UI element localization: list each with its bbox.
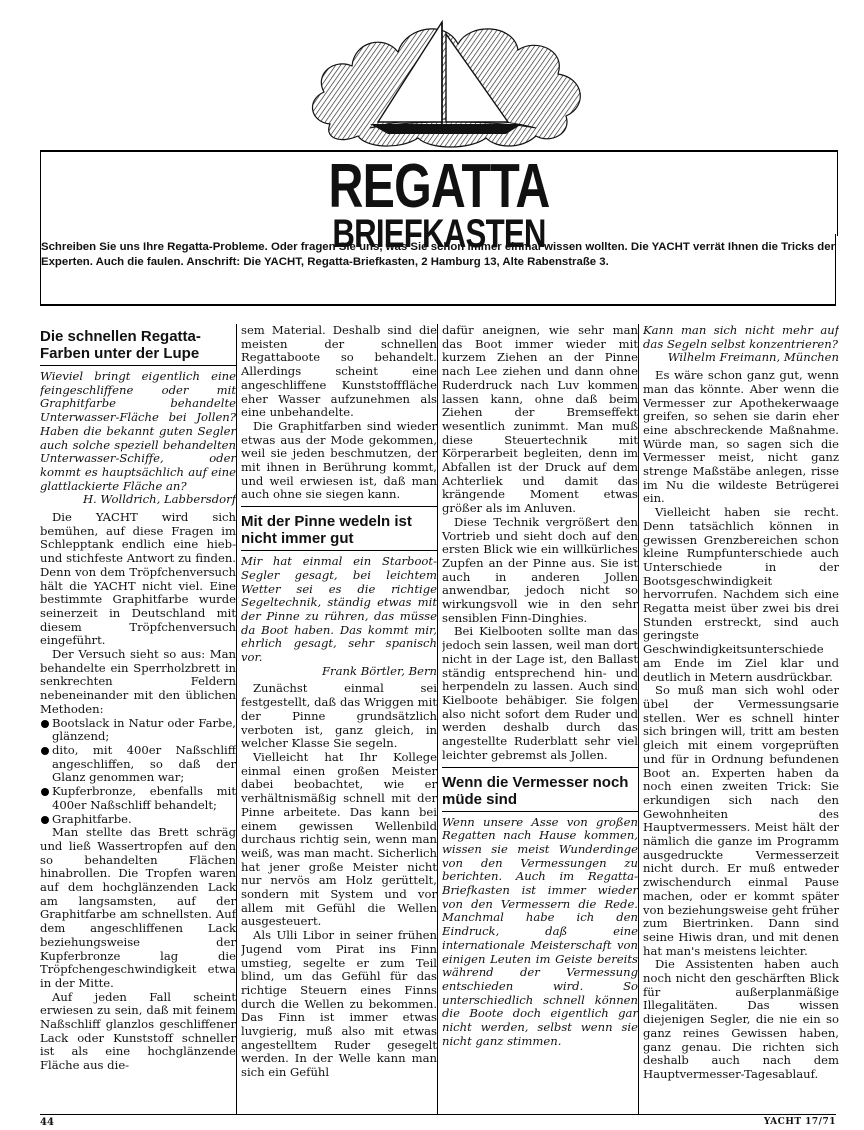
article3-paragraph: Die Assistenten haben auch noch nicht den geschärften Blick für außerplanmäßige Illegalitäten. Das wissen diejenigen Segler, die nie ein so ganz reines Gewissen haben, ganz genau. Die richten sich deshalb auch nach dem Hauptvermesser-Tagesablauf. xyxy=(643,957,839,1081)
article1-question: Wieviel bringt eigentlich eine feingeschliffene oder mit Graphitfarbe behandelte Unterwasser-Fläche bei Jollen? Haben die bekannt guten Segler auch solche speziell behandelten Unterwasser-Schiffe, oder kommt es hauptsächlich auf eine glattlackierte Fläche an? xyxy=(40,369,236,493)
article1-paragraph: sem Material. Deshalb sind die meisten der schnellen Regattaboote so behandelt. Allerdings scheint eine angeschliffene Kunststofffläche eher Wasser aufzunehmen als eine unbehandelte. xyxy=(241,324,437,420)
article2-question: Mir hat einmal ein Starboot-Segler gesagt, bei leichtem Wetter sei es die richtige Segeltechnik, ständig etwas mit der Pinne zu rühren, das müsse da Boot haben. Das kommt mir, ehrlich gesagt, sehr spanisch vor. xyxy=(241,554,437,665)
article1-bullet: Kupferbronze, ebenfalls mit 400er Naßschliff behandelt; xyxy=(40,785,236,812)
footer-rule xyxy=(40,1114,836,1115)
article2-paragraph: Bei Kielbooten sollte man das jedoch sein lassen, weil man dort nicht in der Lage ist, den Ballast ständig entsprechend hin- und herpendeln zu lassen. Auch sind Kielboote behäbiger. Sie folgen also nicht sofort dem Ruder und werden deshalb durch das angestellte Ruderblatt sehr viel leichter gebremst als Jollen. xyxy=(442,624,638,762)
article1-signature: H. Wolldrich, Labbersdorf xyxy=(82,492,236,507)
article1-paragraph: Auf jeden Fall scheint erwiesen zu sein, daß mit feinem Naßschliff glanzlos geschliffener Lack oder Kunststoff schneller ist als eine hochglänzende Fläche aus die- xyxy=(40,989,236,1073)
article2-paragraph: Diese Technik vergrößert den Vortrieb und sieht doch auf den ersten Blick wie ein willkürliches Zupfen an der Pinne aus. Sie ist auch in anderen Jollen anwendbar, jedoch nicht so wirkungsvoll wie in den sehr sensiblen Finn-Dinghies. xyxy=(442,514,638,625)
column-4 xyxy=(643,324,839,1104)
page-subtitle: BRIEFKASTEN xyxy=(332,212,546,256)
article3-question-end: Kann man sich nicht mehr auf das Segeln selbst konzentrieren? xyxy=(643,324,839,351)
article2-paragraph: Als Ulli Libor in seiner frühen Jugend vom Pirat ins Finn umstieg, segelte er zum Teil blind, um das Gefühl für das richtige Steuern eines Finns durch die Wellen zu bekommen. Das Finn ist immer etwas luvgierig, muß also mit etwas angestelltem Ruder gesegelt werden. In der Welle kann man sich ein Gefühl xyxy=(241,928,437,1080)
column-1 xyxy=(40,324,236,1104)
article1-paragraph: Die Graphitfarben sind wieder etwas aus der Mode gekommen, weil sie jeden beschmutzen, der mit ihnen in Berührung kommt, und weil erwiesen ist, daß man auch ohne sie siegen kann. xyxy=(241,418,437,502)
column-2 xyxy=(241,324,437,1104)
article3-headline: Wenn die Vermesser noch müde sind xyxy=(442,767,638,812)
column-divider xyxy=(638,324,639,1114)
page-title: REGATTA xyxy=(328,152,550,221)
column-3 xyxy=(442,324,638,1104)
article1-headline: Die schnellen Regatta-Farben unter der Lupe xyxy=(40,328,236,366)
page-number: 44 xyxy=(40,1117,54,1128)
article1-bullet: dito, mit 400er Naßschliff angeschliffen, so daß der Glanz genommen war; xyxy=(40,744,236,785)
article3-question: Wenn unsere Asse von großen Regatten nach Hause kommen, wissen sie meist Wunderdinge von den Vermessungen zu berichten. Auch im Regatta-Briefkasten ist immer wieder von den Vermessern die Rede. Manchmal habe ich den Eindruck, daß eine internationale Meisterschaft von einigen Leuten im Geiste bereits während der Vermessung entschieden wird. So unterschiedlich schnell können die Boote doch eigentlich gar nicht werden, selbst wenn sie nicht ganz stimmen. xyxy=(442,814,638,1048)
article2-paragraph: Vielleicht hat Ihr Kollege einmal einen großen Meister dabei beobachtet, wie er verhältnismäßig schnell mit der Pinne arbeitete. Das kann bei einem gewissen Wellenbild durchaus richtig sein, wenn man weiß, was man macht. Sicherlich hat jener große Meister nicht nur nervös am Holz gerüttelt, sondern mit System und vor allem mit Gefühl die Wellen ausgesteuert. xyxy=(241,749,437,929)
article2-paragraph: dafür aneignen, wie sehr man das Boot immer wieder mit kurzem Ziehen an der Pinne nach Lee ziehen und dann ohne Ruderdruck nach Luv kommen lassen kann, ohne daß beim Ziehen der Bremseffekt wesentlich zunimmt. Man muß diese Steuertechnik mit Körperarbeit begleiten, denn im Abfallen ist der Druck auf dem Achterliek und damit das krängende Moment etwas größer als im Anluven. xyxy=(442,324,638,516)
column-divider xyxy=(437,324,438,1114)
article1-paragraph: Der Versuch sieht so aus: Man behandelte ein Sperrholzbrett in senkrechten Feldern nebeneinander mit den üblichen Methoden: xyxy=(40,647,236,716)
article3-signature: Wilhelm Freimann, München xyxy=(667,350,839,365)
article1-bullet: Graphitfarbe. xyxy=(40,813,236,827)
sailboat-cloud-logo-icon xyxy=(300,4,590,152)
article2-headline: Mit der Pinne wedeln ist nicht immer gut xyxy=(241,506,437,551)
issue-label: YACHT 17/71 xyxy=(763,1117,836,1127)
article1-bullet: Bootslack in Natur oder Farbe, glänzend; xyxy=(40,717,236,744)
article3-paragraph: Vielleicht haben sie recht. Denn tatsächlich können in gewissen Grenzbereichen schon kleine Rumpfunterschiede auch Unterschiede in der Bootsgeschwindigkeit hervorrufen. Nachdem sich eine Regatta meist über zwei bis drei Stunden erstreckt, sind auch geringste Geschwindigkeitsunterschiede am Ende im Ziel klar und deutlich in Metern ausdrückbar. xyxy=(643,505,839,684)
article2-signature: Frank Börtler, Bern xyxy=(322,663,437,678)
article2-paragraph: Zunächst einmal sei festgestellt, daß das Wriggen mit der Pinne grundsätzlich verboten ist, ganz gleich, in welcher Klasse Sie segeln. xyxy=(241,681,437,751)
column-divider xyxy=(236,324,237,1114)
intro-text: Schreiben Sie uns Ihre Regatta-Probleme. Oder fragen Sie uns, was Sie schon immer einmal wissen wollten. Die YACHT verrät Ihnen die Tricks der Experten. Auch die faulen. Anschrift: Die YACHT, Regatta-Briefkasten, 2 Hamburg 13, Alte Rabenstraße 3. xyxy=(41,241,835,268)
article3-paragraph: Es wäre schon ganz gut, wenn man das könnte. Aber wenn die Vermesser zur Apothekerwaage greifen, so sehen sie darin eher eine abschreckende Maßnahme. Würde man, so sagen sich die Vermesser meist, nicht ganz strenge Maßstäbe anlegen, risse im Nu die wildeste Betrügerei ein. xyxy=(643,368,839,506)
article1-paragraph: Die YACHT wird sich bemühen, auf diese Fragen im Schlepptank endlich eine hieb- und stichfeste Antwort zu finden. Denn von dem Tröpfchenversuch hält die YACHT nicht viel. Eine bestimmte Graphitfarbe wurde seinerzeit in Deutschland mit diesem Tröpfchenversuch eingeführt. xyxy=(40,510,236,648)
article3-paragraph: So muß man sich wohl oder übel der Vermessungsarie stellen. Wer es schnell hinter sich bringen will, tritt am besten gleich mit einem vorgeprüften und für in Ordnung befundenen Boot an. Experten haben da noch einen zweiten Trick: Sie erkundigen sich nach den Gewohnheiten des Hauptvermessers. Meist hält der nämlich die ganze im Programm ausgedruckte Vermesserzeit nicht durch. Er muß entweder zwischendurch einmal Pause machen, oder er kommt später von beziehungsweise geht früher zum Biertrinken. Dann sind seine Hiwis dran, und mit denen hat man's meistens leichter. xyxy=(643,683,839,958)
intro-box xyxy=(40,234,836,306)
article1-paragraph: Man stellte das Brett schräg und ließ Wassertropfen auf den so behandelten Flächen hinabrollen. Die Tropfen waren auf dem hochglänzenden Lack am langsamsten, auf der Graphitfarbe am schnellsten. Auf dem angeschliffenen Lack beziehungsweise der Kupferbronze lag die Tröpfchengeschwindigkeit etwa in der Mitte. xyxy=(40,825,236,990)
